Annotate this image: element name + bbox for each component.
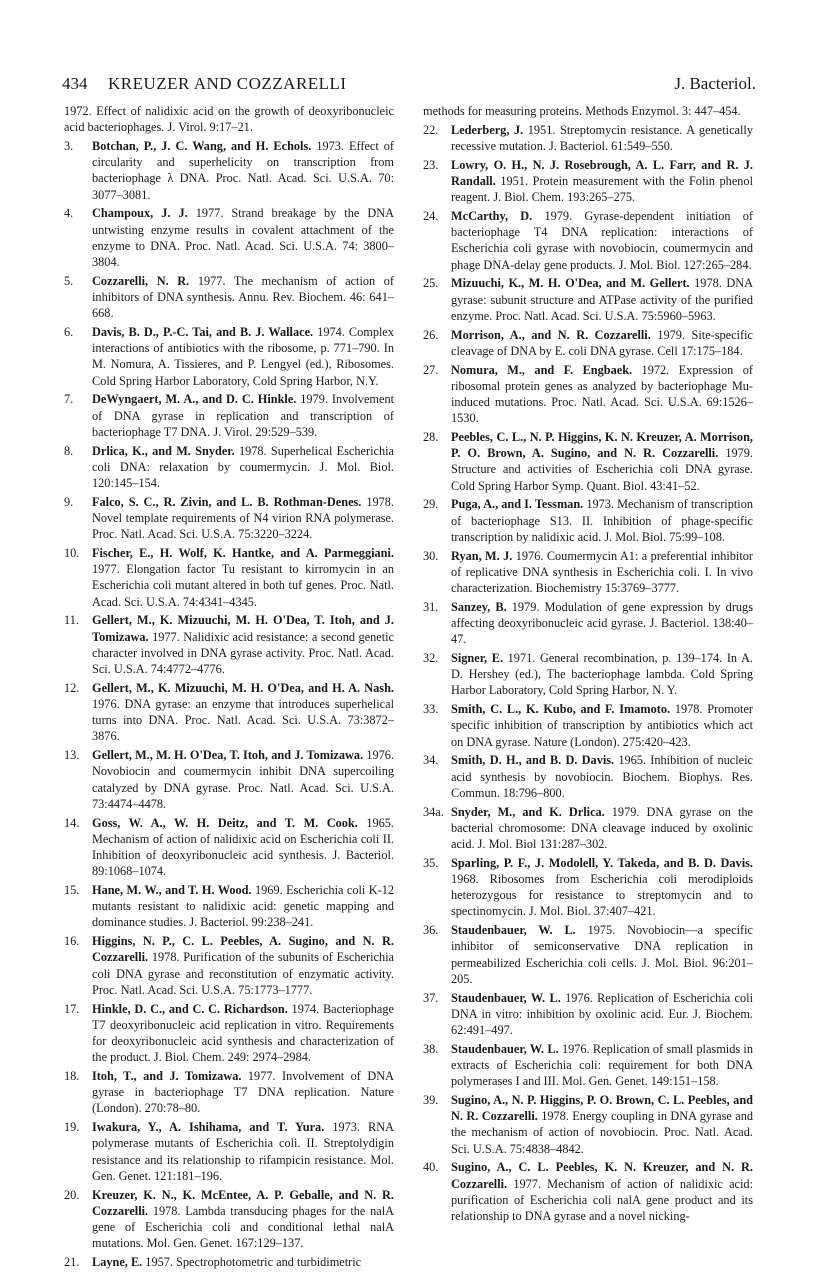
reference-entry [423, 362, 753, 427]
reference-text: 1977. Nalidixic acid resistance: a second genetic character involved in DNA gyrase activity. Proc. Natl. Acad. Sci. U.S.A. 74:4772–4776. [92, 629, 394, 677]
reference-text: 1965. Inhibition of nucleic acid synthesis by novobiocin. Biochem. Biophys. Res. Commun. 18:796–800. [451, 753, 753, 800]
reference-entry [423, 990, 753, 1039]
reference-entry [64, 1001, 394, 1066]
reference-text: 1973. Effect of circularity and superhelicity on transcription from bacteriophage λ DNA. Proc. Natl. Acad. Sci. U.S.A. 70: 3077–3081. [92, 139, 394, 202]
reference-entry [64, 680, 394, 745]
reference-authors: McCarthy, D. [451, 209, 533, 223]
reference-number: 25. [423, 276, 439, 291]
reference-number: 5. [64, 273, 74, 288]
reference-number: 20. [64, 1187, 80, 1202]
reference-entry [64, 933, 394, 998]
reference-entry [64, 612, 394, 677]
reference-entry [423, 752, 753, 801]
reference-entry [423, 327, 753, 359]
reference-number: 12. [64, 680, 80, 695]
reference-text: 1979. DNA gyrase on the bacterial chromosome: DNA cleavage induced by oxolinic acid. J. Mol. Biol 131:287–302. [451, 804, 753, 852]
reference-authors: Davis, B. D., P.-C. Tai, and B. J. Wallace. [92, 325, 314, 340]
reference-entry [64, 443, 394, 492]
reference-number: 38. [423, 1041, 439, 1056]
reference-number: 40. [423, 1160, 439, 1175]
reference-number: 35. [423, 855, 439, 870]
reference-authors: Gellert, M., K. Mizuuchi, M. H. O'Dea, and H. A. Nash. [92, 680, 394, 695]
reference-entry [423, 429, 753, 494]
reference-number: 21. [64, 1255, 80, 1270]
reference-number: 22. [423, 122, 439, 137]
reference-authors: Lederberg, J. [451, 122, 524, 137]
reference-text: 1976. Replication of Escherichia coli DNA in vitro: inhibition by oxolinic acid. Eur. J. Biochem. 62:491–497. [451, 990, 753, 1038]
reference-text: 1978. DNA gyrase: subunit structure and ATPase activity of the purified enzyme. Proc. Natl. Acad. Sci. U.S.A. 75:5960–5963. [451, 276, 753, 323]
reference-entry [64, 494, 394, 543]
reference-authors: Sugino, A., N. P. Higgins, P. O. Brown, C. L. Peebles, and N. R. Cozzarelli. [451, 1093, 753, 1124]
page-header [62, 74, 756, 100]
reference-number: 33. [423, 702, 439, 717]
reference-entry [423, 855, 753, 920]
running-head-authors: KREUZER AND COZZARELLI [108, 74, 347, 93]
reference-number: 32. [423, 651, 439, 666]
reference-text: 1971. General recombination, p. 139–174. In A. D. Hershey (ed.), The bacteriophage lambda. Cold Spring Harbor Laboratory, Cold Spring Harbor, N. Y. [451, 651, 753, 698]
reference-authors: Signer, E. [451, 651, 504, 666]
reference-authors: Ryan, M. J. [451, 548, 513, 563]
reference-entry [64, 815, 394, 880]
reference-number: 17. [64, 1001, 80, 1016]
reference-text: 1978. Energy coupling in DNA gyrase and the mechanism of action of novobiocin. Proc. Natl. Acad. Sci. U.S.A. 75:4838–4842. [451, 1109, 753, 1156]
reference-authors: Staudenbauer, W. L. [451, 990, 561, 1005]
reference-authors: Morrison, A., and N. R. Cozzarelli. [451, 327, 651, 342]
reference-entry [423, 804, 753, 853]
reference-number: 23. [423, 157, 439, 172]
reference-text: 1973. Mechanism of transcription of bacteriophage S13. II. Inhibition of phage-specific transcription by nalidixic acid. J. Mol. Biol. 75:99–108. [451, 497, 753, 544]
reference-entry [423, 122, 753, 154]
reference-authors: Nomura, M., and F. Engbaek. [451, 362, 633, 377]
reference-text: 1973. RNA polymerase mutants of Escherichia coli. II. Streptolydigin resistance and its relationship to rifampicin resistance. Mol. Gen. Genet. 121:181–196. [92, 1120, 394, 1183]
reference-text: 1977. Mechanism of action of nalidixic acid: purification of Escherichia coli nalA gene product and its relationship to DNA gyrase and a novel nicking- [451, 1176, 753, 1224]
reference-text: 1977. The mechanism of action of inhibitors of DNA synthesis. Annu. Rev. Biochem. 46: 641–668. [92, 273, 395, 321]
reference-authors: Puga, A., and I. Tessman. [451, 497, 584, 512]
references-left-column [64, 103, 394, 1273]
reference-authors: DeWyngaert, M. A., and D. C. Hinkle. [92, 392, 297, 407]
reference-entry [423, 922, 753, 987]
reference-text: 1978. Lambda transducing phages for the nalA gene of Escherichia coli and conditional lethal nalA mutations. Mol. Gen. Genet. 167:129–137. [92, 1203, 394, 1251]
reference-entry [64, 1068, 394, 1117]
reference-number: 16. [64, 934, 80, 949]
reference-entry [423, 599, 753, 648]
reference-authors: Lowry, O. H., N. J. Rosebrough, A. L. Farr, and R. J. Randall. [451, 157, 753, 188]
reference-entry [64, 138, 394, 203]
reference-text: 1968. Ribosomes from Escherichia coli merodiploids heterozygous for resistance to streptomycin and to spectinomycin. J. Mol. Biol. 37:407–421. [451, 872, 753, 919]
reference-number: 8. [64, 443, 74, 458]
reference-entry [64, 747, 394, 812]
reference-entry [64, 545, 394, 610]
reference-number: 28. [423, 430, 439, 445]
reference-number: 18. [64, 1069, 80, 1084]
reference-text: 1976. Novobiocin and coumermycin inhibit DNA supercoiling catalyzed by DNA gyrase. Proc. Natl. Acad. Sci. U.S.A. 73:4474–4478. [92, 748, 394, 811]
reference-text: 1976. DNA gyrase: an enzyme that introduces superhelical turns into DNA. Proc. Natl. Acad. Sci. U.S.A. 73:3872–3876. [92, 697, 394, 744]
reference-entry [423, 103, 753, 119]
reference-text: 1951. Protein measurement with the Folin phenol reagent. J. Biol. Chem. 193:265–275. [451, 174, 753, 205]
reference-text: 1979. Structure and activities of Escherichia coli DNA gyrase. Cold Spring Harbor Symp. Quant. Biol. 43:41–52. [451, 446, 753, 493]
reference-text: 1975. Novobiocin—a specific inhibitor of semiconservative DNA replication in permeabilized Escherichia coli cells. J. Mol. Biol. 96:201–205. [451, 923, 753, 986]
reference-authors: Champoux, J. J. [92, 206, 188, 221]
reference-entry [423, 1159, 753, 1224]
reference-authors: Falco, S. C., R. Zivin, and L. B. Rothman-Denes. [92, 494, 362, 509]
reference-text: 1978. Promoter specific inhibition of transcription by antibiotics which act on DNA gyrase. Nature (London). 275:420–423. [451, 702, 753, 749]
page-number: 434 [62, 74, 88, 93]
reference-entry [64, 324, 394, 389]
reference-number: 9. [64, 494, 74, 509]
reference-text: 1969. Escherichia coli K-12 mutants resistant to nalidixic acid: genetic mapping and dominance studies. J. Bacteriol. 99:238–241. [92, 883, 394, 930]
reference-text: 1979. Gyrase-dependent initiation of bacteriophage T4 DNA replication: interactions of Escherichia coli gyrase with novobiocin, coumermycin and phage DNA-delay gene products. J. Mol. Biol. 127:265–284. [451, 209, 753, 272]
reference-text: 1976. Coumermycin A1: a preferential inhibitor of replicative DNA synthesis in Escherichia coli. I. In vivo characterization. Biochemistry 15:3769–3777. [451, 548, 753, 596]
reference-text: 1977. Involvement of DNA gyrase in bacteriophage T7 DNA replication. Nature (London). 270:78–80. [92, 1069, 394, 1116]
reference-text: 1972. Effect of nalidixic acid on the growth of deoxyribonucleic acid bacteriophages. J. Virol. 9:17–21. [64, 104, 394, 135]
reference-number: 37. [423, 990, 439, 1005]
reference-number: 34a. [423, 804, 444, 819]
reference-text: 1979. Modulation of gene expression by drugs affecting deoxyribonucleic acid gyrase. J. Bacteriol. 138:40–47. [451, 599, 753, 647]
reference-text: 1977. Elongation factor Tu resistant to kirromycin in an Escherichia coli mutant altered in both tuf genes. Proc. Natl. Acad. Sci. U.S.A. 74:4341–4345. [92, 562, 394, 609]
reference-authors: Layne, E. [92, 1255, 143, 1270]
reference-number: 6. [64, 325, 74, 340]
reference-entry [423, 1092, 753, 1157]
reference-authors: Botchan, P., J. C. Wang, and H. Echols. [92, 139, 312, 153]
reference-entry [64, 273, 394, 322]
reference-authors: Staudenbauer, W. L. [451, 923, 576, 938]
reference-entry [64, 1119, 394, 1184]
reference-entry [64, 391, 394, 440]
reference-text: 1979. Site-specific cleavage of DNA by E. coli DNA gyrase. Cell 17:175–184. [451, 327, 753, 358]
reference-authors: Gellert, M., K. Mizuuchi, M. H. O'Dea, T. Itoh, and J. Tomizawa. [92, 613, 394, 644]
reference-entry [423, 701, 753, 750]
reference-authors: Hane, M. W., and T. H. Wood. [92, 883, 252, 898]
reference-number: 13. [64, 748, 80, 763]
reference-authors: Sanzey, B. [451, 599, 507, 614]
reference-entry [423, 548, 753, 597]
reference-text: methods for measuring proteins. Methods Enzymol. 3: 447–454. [423, 104, 741, 118]
reference-text: 1979. Involvement of DNA gyrase in replication and transcription of bacteriophage T7 DNA. J. Virol. 29:529–539. [92, 392, 395, 439]
reference-authors: Cozzarelli, N. R. [92, 273, 190, 288]
reference-number: 24. [423, 209, 439, 223]
reference-text: 1974. Complex interactions of antibiotics with the ribosome, p. 771–790. In M. Nomura, A. Tissieres, and P. Lengyel (ed.), Ribosomes. Cold Spring Harbor Laboratory, Cold Spring Harbor, N.Y. [92, 325, 394, 388]
reference-authors: Mizuuchi, K., M. H. O'Dea, and M. Gellert. [451, 276, 690, 291]
reference-number: 15. [64, 883, 80, 898]
reference-number: 30. [423, 548, 439, 563]
reference-number: 27. [423, 362, 439, 377]
reference-authors: Smith, C. L., K. Kubo, and F. Imamoto. [451, 702, 671, 717]
reference-authors: Fischer, E., H. Wolf, K. Hantke, and A. Parmeggiani. [92, 546, 394, 561]
reference-number: 36. [423, 923, 439, 938]
reference-text: 1978. Novel template requirements of N4 virion RNA polymerase. Proc. Natl. Acad. Sci. U.S.A. 75:3220–3224. [92, 494, 394, 542]
reference-authors: Goss, W. A., W. H. Deitz, and T. M. Cook. [92, 815, 358, 830]
reference-number: 34. [423, 753, 439, 768]
reference-authors: Smith, D. H., and B. D. Davis. [451, 753, 615, 768]
reference-entry [64, 1254, 394, 1270]
reference-authors: Higgins, N. P., C. L. Peebles, A. Sugino, and N. R. Cozzarelli. [92, 934, 394, 965]
reference-entry [64, 1187, 394, 1252]
reference-authors: Staudenbauer, W. L. [451, 1041, 559, 1056]
reference-number: 31. [423, 599, 439, 614]
reference-text: 1972. Expression of ribosomal protein genes as analyzed by bacteriophage Mu-induced mutations. Proc. Natl. Acad. Sci. U.S.A. 69:1526–1530. [451, 362, 753, 426]
reference-authors: Itoh, T., and J. Tomizawa. [92, 1069, 242, 1084]
running-head-journal: J. Bacteriol. [674, 74, 756, 93]
reference-entry [423, 1041, 753, 1090]
reference-text: 1978. Superhelical Escherichia coli DNA: relaxation by coumermycin. J. Mol. Biol. 120:145–154. [92, 443, 394, 491]
reference-text: 1977. Strand breakage by the DNA untwisting enzyme results in covalent attachment of the enzyme to DNA. Proc. Natl. Acad. Sci. U.S.A. 74: 3800–3804. [92, 206, 394, 270]
reference-number: 39. [423, 1093, 439, 1108]
reference-number: 14. [64, 815, 80, 830]
references-right-column [423, 103, 753, 1227]
reference-text: 1978. Purification of the subunits of Escherichia coli DNA gyrase and reconstitution of enzymatic activity. Proc. Natl. Acad. Sci. U.S.A. 75:1773–1777. [92, 950, 394, 997]
reference-text: 1974. Bacteriophage T7 deoxyribonucleic acid replication in vitro. Requirements for deoxyribonucleic acid synthesis and characterization of the product. J. Biol. Chem. 249: 2974–2984. [92, 1001, 394, 1065]
reference-authors: Drlica, K., and M. Snyder. [92, 443, 235, 458]
reference-number: 19. [64, 1120, 80, 1135]
reference-text: 1976. Replication of small plasmids in extracts of Escherichia coli: requirement for both DNA polymerases I and III. Mol. Gen. Genet. 149:151–158. [451, 1041, 753, 1089]
reference-text: 1965. Mechanism of action of nalidixic acid on Escherichia coli II. Inhibition of deoxyribonucleic acid synthesis. J. Bacteriol. 89:1068–1074. [92, 815, 394, 879]
reference-number: 10. [64, 546, 80, 561]
reference-number: 29. [423, 497, 439, 512]
reference-number: 11. [64, 613, 79, 628]
reference-authors: Sparling, P. F., J. Modolell, Y. Takeda, and B. D. Davis. [451, 855, 753, 870]
reference-authors: Snyder, M., and K. Drlica. [451, 804, 605, 819]
reference-entry [423, 275, 753, 324]
reference-text: 1951. Streptomycin resistance. A genetically recessive mutation. J. Bacteriol. 61:549–550. [451, 122, 753, 153]
reference-authors: Sugino, A., C. L. Peebles, K. N. Kreuzer, and N. R. Cozzarelli. [451, 1160, 753, 1191]
reference-authors: Kreuzer, K. N., K. McEntee, A. P. Geballe, and N. R. Cozzarelli. [92, 1187, 394, 1218]
reference-number: 4. [64, 206, 74, 221]
reference-entry [64, 882, 394, 931]
reference-authors: Peebles, C. L., N. P. Higgins, K. N. Kreuzer, A. Morrison, P. O. Brown, A. Sugino, and N. R. Cozzarelli. [451, 430, 753, 461]
reference-text: 1957. Spectrophotometric and turbidimetric [142, 1255, 362, 1270]
reference-entry [423, 650, 753, 699]
reference-entry [423, 208, 753, 273]
reference-authors: Gellert, M., M. H. O'Dea, T. Itoh, and J. Tomizawa. [92, 748, 364, 763]
reference-number: 26. [423, 327, 439, 342]
reference-authors: Hinkle, D. C., and C. C. Richardson. [92, 1001, 288, 1016]
reference-entry [64, 205, 394, 270]
reference-entry [423, 157, 753, 206]
reference-number: 7. [64, 392, 74, 407]
reference-entry [64, 103, 394, 135]
reference-entry [423, 496, 753, 545]
reference-authors: Iwakura, Y., A. Ishihama, and T. Yura. [92, 1120, 325, 1135]
reference-number: 3. [64, 139, 74, 153]
